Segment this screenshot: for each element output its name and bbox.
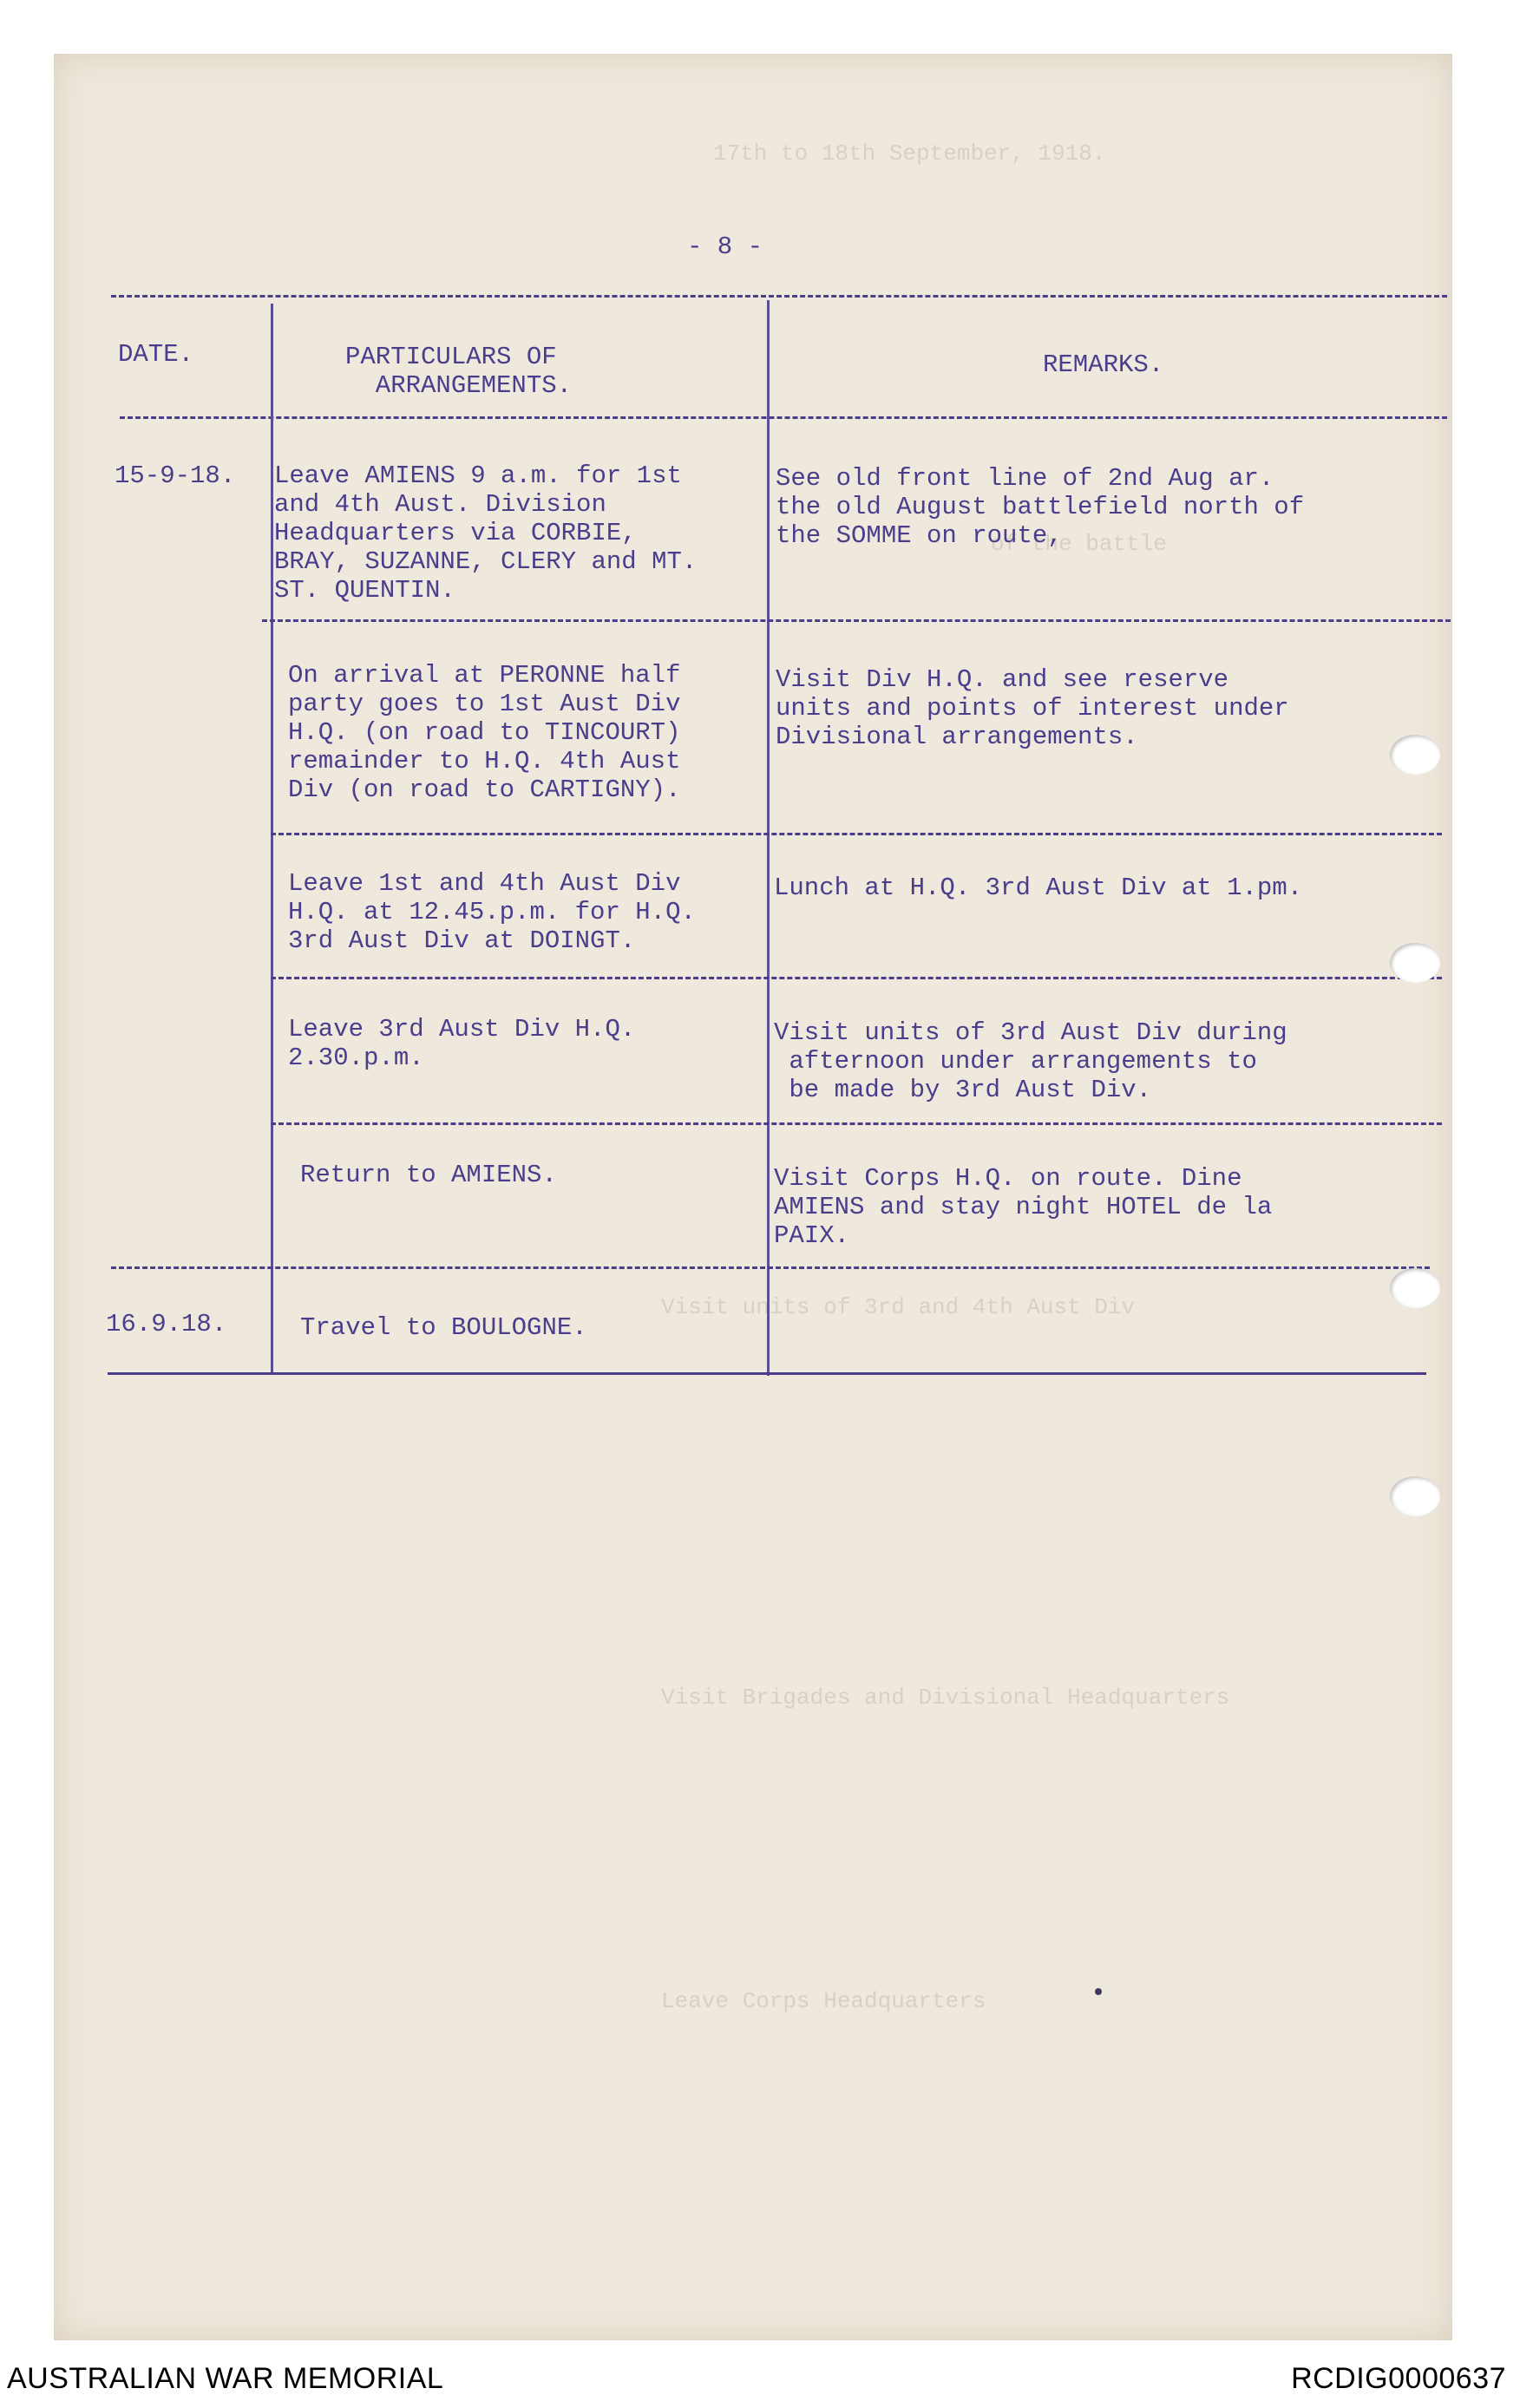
row-divider xyxy=(271,1122,1442,1125)
page-number: - 8 - xyxy=(687,232,763,261)
row-3-remarks: Lunch at H.Q. 3rd Aust Div at 1.pm. xyxy=(774,874,1303,902)
row-6-particulars: Travel to BOULOGNE. xyxy=(300,1313,587,1342)
header-particulars: PARTICULARS OF ARRANGEMENTS. xyxy=(345,343,573,400)
row-6-date: 16.9.18. xyxy=(106,1310,227,1338)
row-4-particulars: Leave 3rd Aust Div H.Q. 2.30.p.m. xyxy=(288,1015,636,1072)
header-date: DATE. xyxy=(118,340,194,369)
bleed-through-text: Visit Brigades and Divisional Headquarters xyxy=(661,1685,1230,1711)
column-divider-left xyxy=(271,304,273,1375)
row-2-particulars: On arrival at PERONNE half party goes to 1st Aust Div H.Q. (on road to TINCOURT) remainder to H.Q. 4th Aust Div (on road to CARTIGNY). xyxy=(288,661,681,804)
row-1-particulars: Leave AMIENS 9 a.m. for 1st and 4th Aust. Division Headquarters via CORBIE, BRAY, SUZANNE, CLERY and MT. ST. QUENTIN. xyxy=(274,461,698,605)
footer-identifier: RCDIG0000637 xyxy=(1291,2362,1506,2395)
column-divider-right xyxy=(767,300,770,1376)
row-1-date: 15-9-18. xyxy=(115,461,236,490)
row-5-remarks: Visit Corps H.Q. on route. Dine AMIENS and stay night HOTEL de la PAIX. xyxy=(774,1164,1273,1250)
punch-hole xyxy=(1390,735,1440,775)
row-divider xyxy=(271,977,1442,979)
document-sheet xyxy=(54,54,1452,2340)
punch-hole xyxy=(1390,943,1440,983)
row-5-particulars: Return to AMIENS. xyxy=(300,1161,557,1189)
row-3-particulars: Leave 1st and 4th Aust Div H.Q. at 12.45.p.m. for H.Q. 3rd Aust Div at DOINGT. xyxy=(288,869,696,955)
header-bottom-rule xyxy=(120,416,1447,419)
row-4-remarks: Visit units of 3rd Aust Div during afternoon under arrangements to be made by 3rd Aust Div. xyxy=(774,1018,1287,1104)
bleed-through-text: 17th to 18th September, 1918. xyxy=(713,141,1106,167)
bleed-through-text: of the battle xyxy=(991,531,1167,557)
header-remarks: REMARKS. xyxy=(1043,350,1164,379)
row-1-remarks: See old front line of 2nd Aug ar. the old August battlefield north of the SOMME on route, xyxy=(776,464,1305,550)
row-2-remarks: Visit Div H.Q. and see reserve units and points of interest under Divisional arrangements. xyxy=(776,665,1289,751)
table-bottom-rule xyxy=(108,1372,1426,1375)
footer-institution: AUSTRALIAN WAR MEMORIAL xyxy=(7,2362,444,2395)
bleed-through-text: Leave Corps Headquarters xyxy=(661,1988,986,2014)
row-divider xyxy=(262,619,1451,622)
row-divider xyxy=(271,833,1442,835)
punch-hole xyxy=(1390,1476,1440,1516)
punch-hole xyxy=(1390,1268,1440,1308)
row-divider xyxy=(111,1266,1430,1269)
table-top-rule xyxy=(111,295,1447,298)
ink-spot xyxy=(1095,1988,1102,1995)
bleed-through-text: Visit units of 3rd and 4th Aust Div xyxy=(661,1294,1136,1320)
